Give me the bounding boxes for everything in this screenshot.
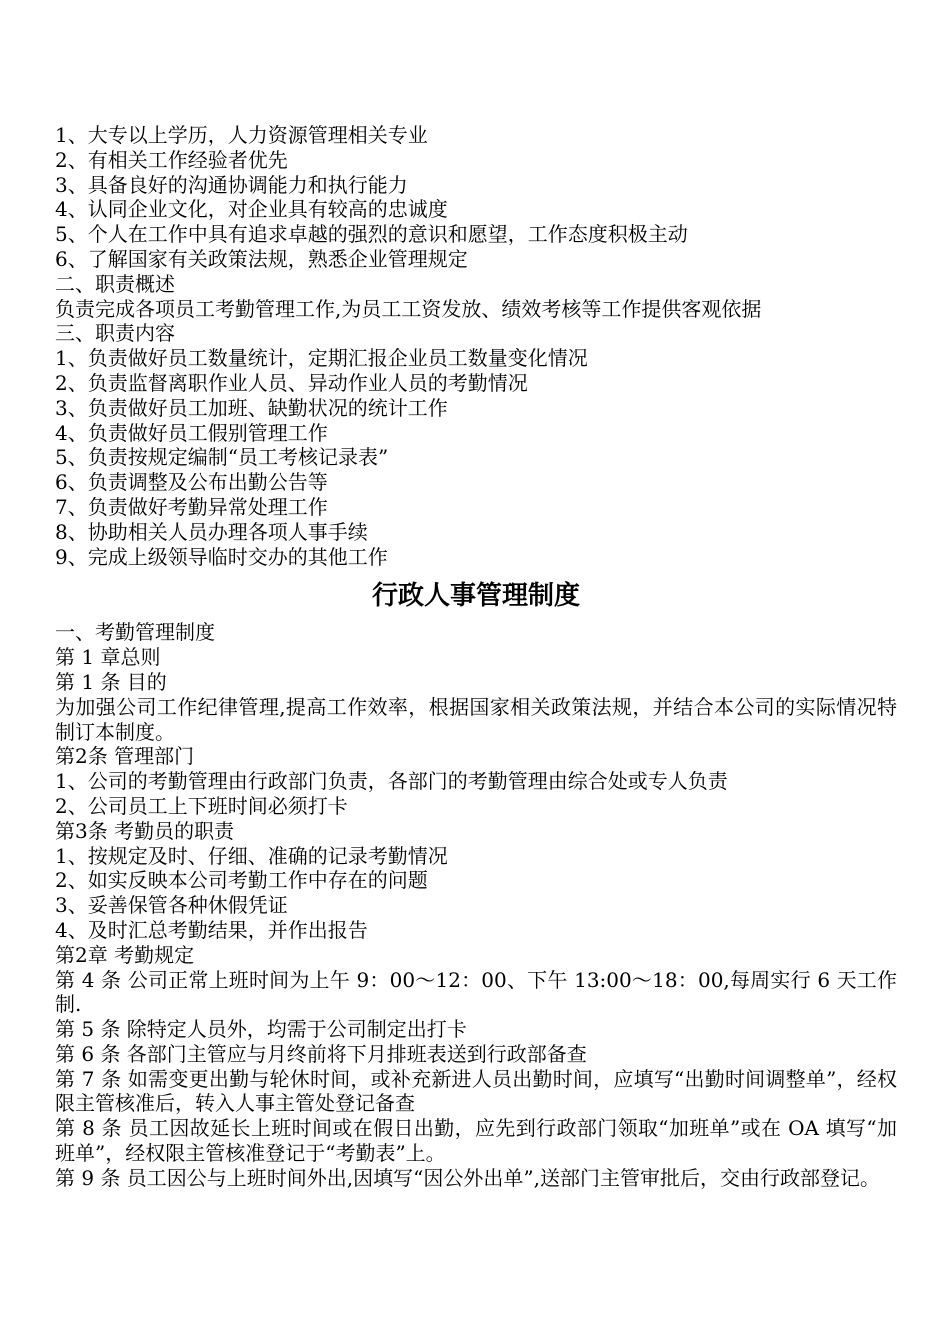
section-heading: 一、考勤管理制度	[55, 620, 215, 645]
article-heading: 第 1 条 目的	[55, 669, 167, 694]
summary-text: 负责完成各项员工考勤管理工作,为员工工资发放、绩效考核等工作提供客观依据	[55, 296, 762, 321]
requirement-item: 3、具备良好的沟通协调能力和执行能力	[55, 172, 408, 197]
article-paragraph: 第 8 条 员工因故延长上班时间或在假日出勤，应先到行政部门领取“加班单”或在 OA 填写“加班单”，经权限主管核准登记于“考勤表”上。	[55, 1116, 897, 1166]
requirement-item: 2、有相关工作经验者优先	[55, 147, 288, 172]
article-paragraph: 第 7 条 如需变更出勤与轮休时间，或补充新进人员出勤时间，应填写“出勤时间调整单”，经权限主管核准后，转入人事主管处登记备查	[55, 1066, 897, 1116]
duty-item: 2、负责监督离职作业人员、异动作业人员的考勤情况	[55, 370, 528, 395]
article-item: 1、公司的考勤管理由行政部门负责，各部门的考勤管理由综合处或专人负责	[55, 769, 728, 794]
document-title: 行政人事管理制度	[371, 581, 580, 612]
duties-heading: 三、职责内容	[55, 321, 175, 346]
duty-item: 3、负责做好员工加班、缺勤状况的统计工作	[55, 395, 448, 420]
duty-item: 5、负责按规定编制“员工考核记录表”	[55, 445, 389, 470]
duty-item: 4、负责做好员工假别管理工作	[55, 420, 328, 445]
chapter-heading: 第2章 考勤规定	[55, 942, 195, 967]
article-paragraph: 第 9 条 员工因公与上班时间外出,因填写“因公外出单”,送部门主管审批后，交由行政部登记。	[55, 1165, 880, 1190]
requirement-item: 4、认同企业文化，对企业具有较高的忠诚度	[55, 197, 448, 222]
duty-item: 9、完成上级领导临时交办的其他工作	[55, 544, 388, 569]
article-item: 3、妥善保管各种休假凭证	[55, 893, 288, 918]
article-heading: 第2条 管理部门	[55, 744, 195, 769]
summary-heading: 二、职责概述	[55, 271, 175, 296]
article-paragraph: 为加强公司工作纪律管理,提高工作效率，根据国家相关政策法规，并结合本公司的实际情况特制订本制度。	[55, 694, 897, 744]
requirement-item: 6、了解国家有关政策法规，熟悉企业管理规定	[55, 246, 468, 271]
article-heading: 第3条 考勤员的职责	[55, 818, 235, 843]
requirement-item: 1、大专以上学历，人力资源管理相关专业	[55, 123, 428, 147]
article-paragraph: 第 5 条 除特定人员外，均需于公司制定出打卡	[55, 1017, 467, 1042]
article-item: 4、及时汇总考勤结果，并作出报告	[55, 917, 368, 942]
article-item: 1、按规定及时、仔细、准确的记录考勤情况	[55, 843, 448, 868]
duty-item: 1、负责做好员工数量统计，定期汇报企业员工数量变化情况	[55, 346, 588, 371]
article-item: 2、公司员工上下班时间必须打卡	[55, 793, 348, 818]
duty-item: 7、负责做好考勤异常处理工作	[55, 494, 328, 519]
duty-item: 6、负责调整及公布出勤公告等	[55, 470, 328, 495]
article-paragraph: 第 4 条 公司正常上班时间为上午 9：00～12：00、下午 13:00～18：00,每周实行 6 天工作制.	[55, 967, 897, 1017]
chapter-heading: 第 1 章总则	[55, 645, 161, 670]
duty-item: 8、协助相关人员办理各项人事手续	[55, 519, 368, 544]
article-item: 2、如实反映本公司考勤工作中存在的问题	[55, 868, 428, 893]
requirement-item: 5、个人在工作中具有追求卓越的强烈的意识和愿望，工作态度积极主动	[55, 222, 688, 247]
article-paragraph: 第 6 条 各部门主管应与月终前将下月排班表送到行政部备查	[55, 1041, 587, 1066]
document-page	[55, 123, 897, 1191]
